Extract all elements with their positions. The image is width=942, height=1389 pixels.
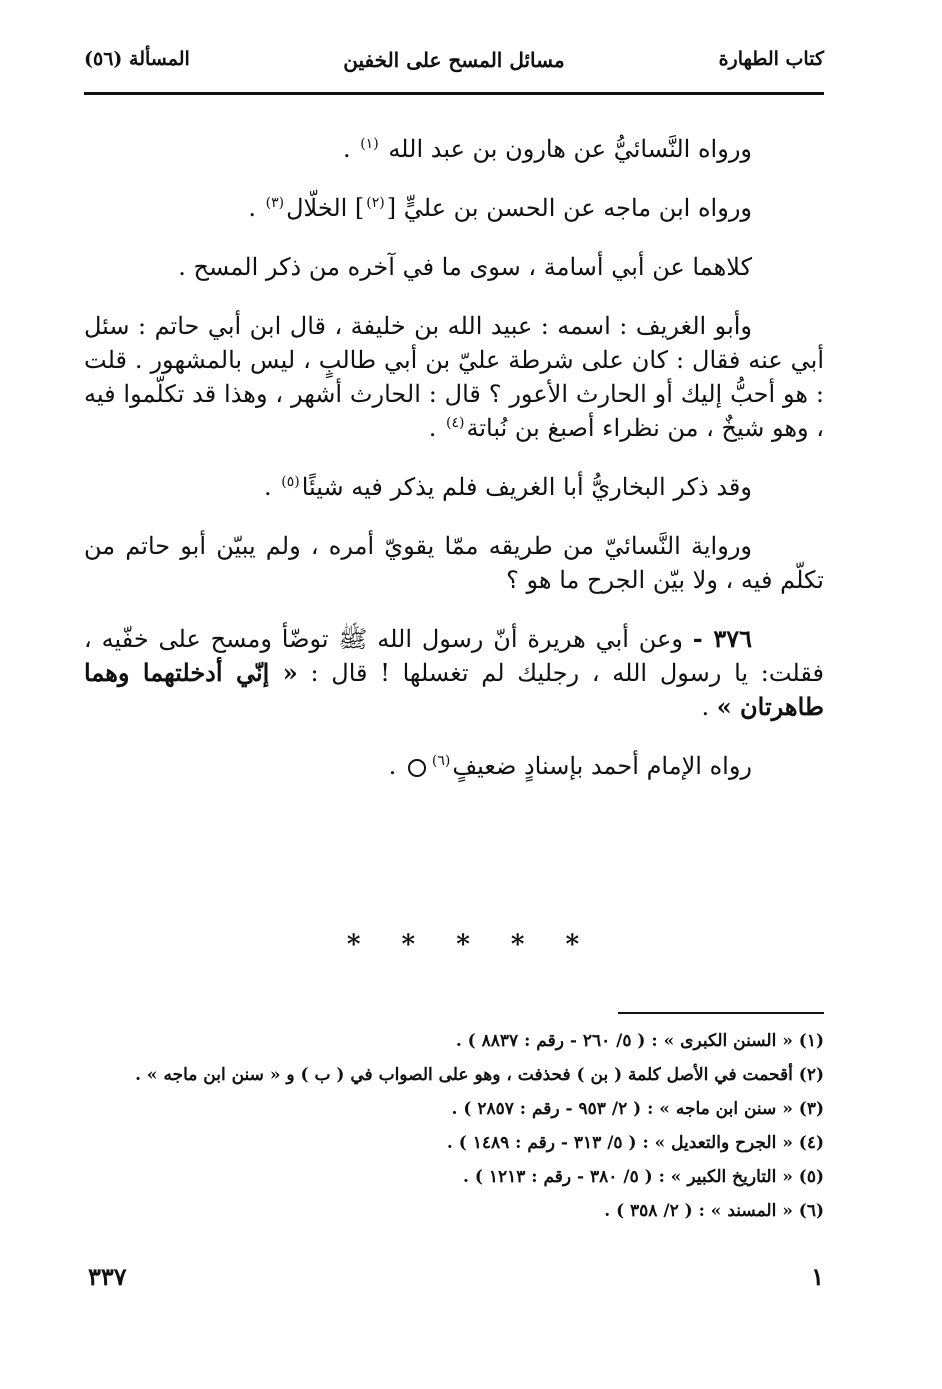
footnote-6: (٦) « المسند » : ( ٢/ ٣٥٨ ) . xyxy=(604,1201,824,1221)
footnote-4: (٤) « الجرح والتعديل » : ( ٥/ ٣١٣ - رقم : ١٤٨٩ ) . xyxy=(446,1133,824,1153)
paragraph-4: وأبو الغريف : اسمه : عبيد الله بن خليفة ، قال ابن أبي حاتم : سئل أبي عنه فقال : كان على شرطة عليّ بن أبي طالبٍ ، ليس بالمشهور . قلت : هو أحبُّ إليك أو الحارث الأعور ؟ قال : الحارث أشهر ، وهذا قد تكلّموا فيه ، وهو شيخٌ ، من نظراء أصبغ بن نُباتة$^{(٤)}$ . xyxy=(84,312,824,442)
header-issue-number: المسألة (٥٦) xyxy=(84,48,190,70)
main-text xyxy=(84,132,824,808)
footnote-divider xyxy=(618,1012,824,1014)
paragraph-5: وقد ذكر البخاريُّ أبا الغريف فلم يذكر فيه شيئًا$^{(٥)}$ . xyxy=(264,473,752,501)
footnote-ref: (٥) xyxy=(281,474,300,490)
footnote-ref: (١) xyxy=(360,136,379,152)
header-divider xyxy=(84,92,824,95)
footnote-ref: (٢) xyxy=(366,195,385,211)
signature-mark: ١ xyxy=(811,1262,824,1291)
hadith-376: ٣٧٦ - وعن أبي هريرة أنّ رسول الله ﷺ توضّأ ومسح على خفّيه ، فقلت: يا رسول الله ، رجليك لم تغسلها ! قال : « إنّي أدخلتهما وهما طاهرتان » . xyxy=(84,624,824,721)
footnote-1: (١) « السنن الكبرى » : ( ٥/ ٢٦٠ - رقم : ٨٨٣٧ ) . xyxy=(455,1031,824,1051)
header-book-title: كتاب الطهارة xyxy=(718,48,824,70)
footnote-ref: (٦) xyxy=(431,753,451,769)
section-separator: * * * * * xyxy=(346,930,596,960)
hadith-number: ٣٧٦ - xyxy=(692,624,752,653)
footnotes xyxy=(84,1024,824,1228)
paragraph-3: كلاهما عن أبي أسامة ، سوى ما في آخره من ذكر المسح . xyxy=(178,253,752,281)
paragraph-1: ورواه النَّسائيُّ عن هارون بن عبد الله $^{(١)}$ . xyxy=(342,135,752,163)
footnote-2: (٢) أقحمت في الأصل كلمة ( بن ) فحذفت ، وهو على الصواب في ( ب ) و « سنن ابن ماجه » . xyxy=(135,1065,824,1085)
prophetic-quote: « إنّي أدخلتهما وهما طاهرتان » xyxy=(84,658,824,721)
running-header xyxy=(84,42,824,82)
footnote-5: (٥) « التاريخ الكبير » : ( ٥/ ٣٨٠ - رقم : ١٢١٣ ) . xyxy=(463,1167,824,1187)
footnote-ref: (٤) xyxy=(446,415,465,431)
circle-end-icon xyxy=(408,759,426,777)
footnote-ref: (٣) xyxy=(265,195,285,211)
paragraph-6: ورواية النَّسائيّ من طريقه ممّا يقويّ أمره ، ولم يبيّن أبو حاتم من تكلّم فيه ، ولا بيّن الجرح ما هو ؟ xyxy=(84,532,824,594)
paragraph-2: ورواه ابن ماجه عن الحسن بن عليٍّ [$^{(٢)}$] الخلّال$^{(٣)}$ . xyxy=(248,194,752,222)
header-chapter-title: مسائل المسح على الخفين xyxy=(343,48,565,72)
page-number: ٣٣٧ xyxy=(88,1262,127,1291)
footnote-3: (٣) « سنن ابن ماجه » : ( ٢/ ٩٥٣ - رقم : ٢٨٥٧ ) . xyxy=(451,1099,824,1119)
paragraph-8: رواه الإمام أحمد بإسنادٍ ضعيفٍ$^{(٦)}$ . xyxy=(388,752,752,780)
